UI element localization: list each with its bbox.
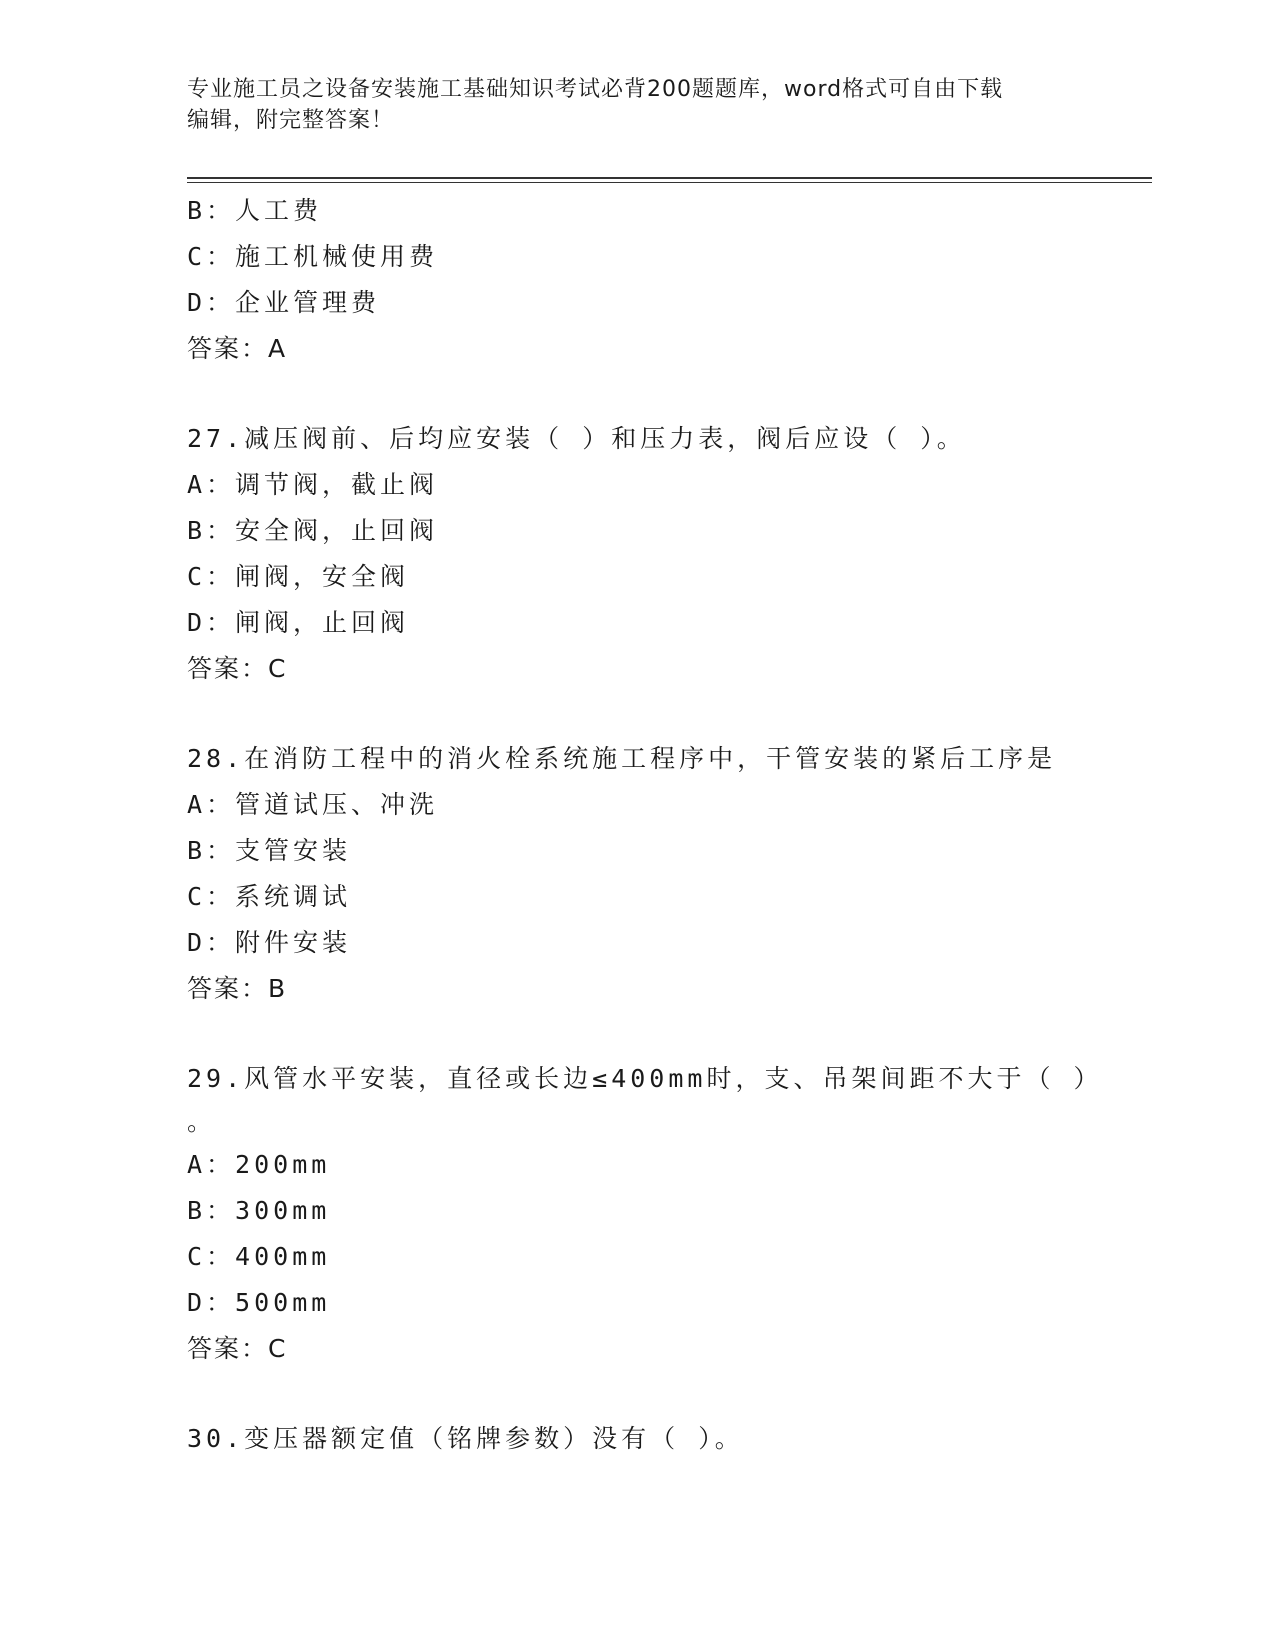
option-b: B：支管安装 <box>187 836 352 865</box>
option-d: D：企业管理费 <box>187 288 381 317</box>
spacer <box>187 692 1087 736</box>
header-divider-thin <box>187 182 1152 183</box>
question-text: 28.在消防工程中的消火栓系统施工程序中，干管安装的紧后工序是 <box>187 744 1057 773</box>
option-b: B：安全阀，止回阀 <box>187 516 439 545</box>
document-header <box>187 74 1067 136</box>
spacer <box>187 372 1087 416</box>
option-a: A：调节阀，截止阀 <box>187 470 439 499</box>
answer-line: 答案：B <box>187 974 288 1003</box>
question-text: 29.风管水平安装，直径或长边≤400mm时，支、吊架间距不大于（ ） <box>187 1064 1103 1093</box>
question-30 <box>187 1416 1087 1462</box>
spacer <box>187 1372 1087 1416</box>
option-d: D：500mm <box>187 1288 331 1317</box>
question-text: 30.变压器额定值（铭牌参数）没有（ ）。 <box>187 1424 744 1453</box>
answer-line: 答案：A <box>187 334 288 363</box>
header-divider-thick <box>187 177 1152 179</box>
question-text: 27.减压阀前、后均应安装（ ）和压力表，阀后应设（ ）。 <box>187 424 966 453</box>
question-28 <box>187 736 1087 1012</box>
option-a: A：200mm <box>187 1150 331 1179</box>
option-d: D：附件安装 <box>187 928 352 957</box>
option-d: D：闸阀，止回阀 <box>187 608 410 637</box>
option-b: B：300mm <box>187 1196 331 1225</box>
question-29 <box>187 1056 1103 1372</box>
option-c: C：系统调试 <box>187 882 352 911</box>
option-a: A：管道试压、冲洗 <box>187 790 439 819</box>
question-26-tail <box>187 188 1087 372</box>
answer-line: 答案：C <box>187 654 288 683</box>
question-text-continuation: 。 <box>187 1107 213 1136</box>
question-27 <box>187 416 1087 692</box>
option-c: C：闸阀，安全阀 <box>187 562 410 591</box>
header-title-line-2: 编辑，附完整答案！ <box>187 108 395 133</box>
answer-line: 答案：C <box>187 1334 288 1363</box>
spacer <box>187 1012 1087 1056</box>
question-list <box>187 188 1103 1462</box>
header-title-line-1: 专业施工员之设备安装施工基础知识考试必背200题题库，word格式可自由下载 <box>187 77 1004 102</box>
option-c: C：施工机械使用费 <box>187 242 439 271</box>
option-b: B：人工费 <box>187 196 323 225</box>
option-c: C：400mm <box>187 1242 331 1271</box>
